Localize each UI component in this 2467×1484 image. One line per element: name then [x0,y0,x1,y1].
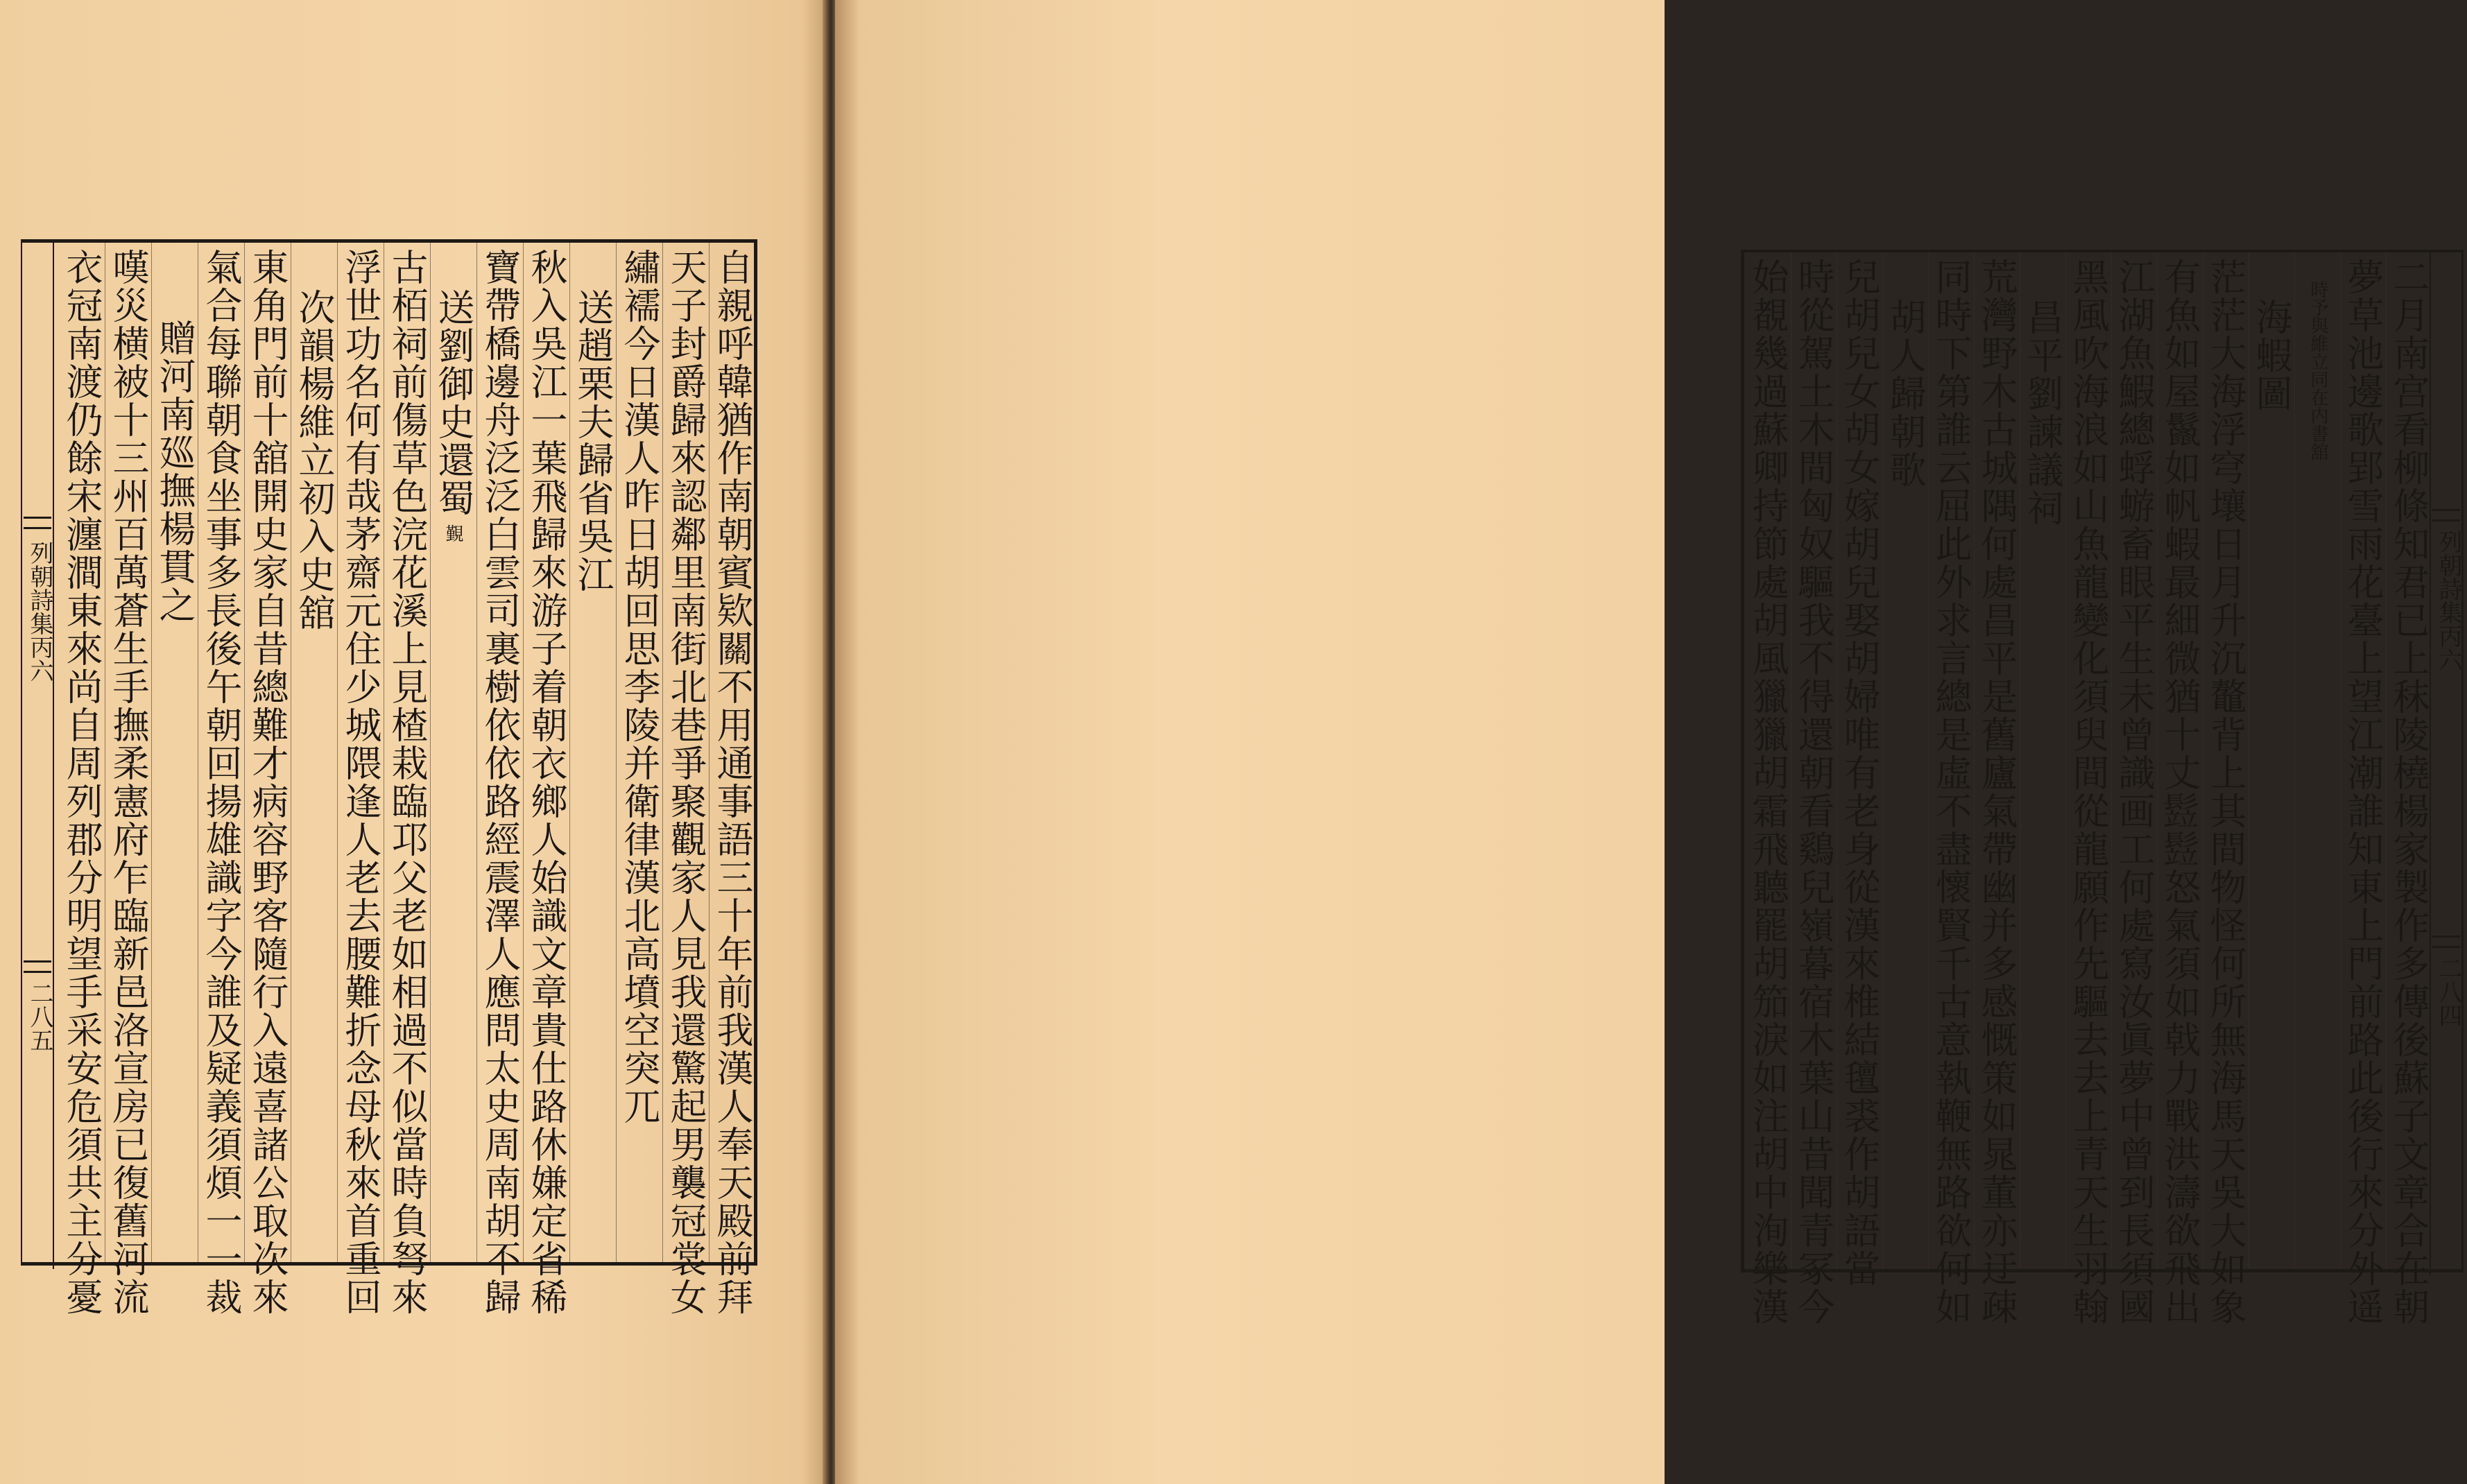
text-column [2020,298,2063,527]
text-column [2249,298,2292,413]
text-column [338,248,381,1316]
column-text: 時予與維立同在内書舘 [2307,280,2328,460]
column-text: 氣合每聯朝食坐事多長後午朝回揚雄識字今誰及疑義須煩一一裁 [200,248,242,1316]
text-column [1975,258,2018,1326]
text-column [385,248,428,1316]
text-column [1929,258,1972,1326]
column-text: 繡襦今日漢人昨日胡回思李陵并衛律漢北高墳空突兀 [618,248,660,1125]
text-column [524,248,567,1316]
text-column [664,248,707,1316]
right-spine-folio: 二八四 [2434,956,2462,1027]
column-rule [337,243,338,1262]
column-text: 海蝦圖 [2250,298,2292,413]
column-rule [2294,252,2295,1269]
text-column [60,248,103,1316]
column-note: 覲 [442,524,463,542]
column-text: 茫茫大海浮穹壤日月升沉鼇背上其間物怪何所無海馬天吳大如象 [2204,258,2246,1326]
text-column [292,288,335,632]
column-rule [616,243,617,1262]
text-column [431,288,474,542]
column-text: 秋入吳江一葉飛歸來游子着朝衣鄉人始識文章貴仕路休嫌定省稀 [525,248,567,1316]
left-spine-title: 列朝詩集丙六 [26,541,53,682]
fish-tail-mark-icon [2432,509,2460,521]
column-text: 時從駕土木間匈奴驅我不得還朝看鷄兒嶺暮宿木葉山昔聞青冢今 [1792,258,1834,1326]
right-page [835,0,2462,1484]
column-rule [430,243,431,1262]
column-text: 兒胡兒女胡女嫁胡兒娶胡婦唯有老身從漢來椎結氊裘作胡語當 [1838,258,1880,1288]
column-rule [569,243,570,1262]
text-column [2341,258,2384,1326]
text-column [2112,258,2155,1326]
text-column [2307,280,2328,460]
column-rule [2340,252,2341,1269]
column-text: 胡人歸朝歌 [1884,298,1926,489]
column-text: 夢草池邊歌郢雪雨花臺上望江潮誰知東上門前路此後行來分外遥 [2341,258,2384,1326]
column-text: 東角門前十舘開史家自昔總難才病容野客隨行入遠喜諸公取次來 [246,248,289,1316]
text-column [153,319,196,624]
column-text: 寶帶橋邊舟泛泛白雲司裏樹依依路經震澤人應問太史周南胡不歸 [479,248,521,1316]
column-rule [476,243,477,1262]
text-column [1883,298,1926,489]
text-column [571,288,614,594]
text-column [2203,258,2246,1326]
column-rule [2386,252,2387,1269]
text-column [617,248,660,1125]
text-column [1746,258,1789,1326]
column-text: 送劉御史還蜀 [432,288,474,517]
column-rule [151,243,152,1262]
text-column [2387,258,2430,1326]
column-rule [244,243,245,1262]
column-text: 天子封爵歸來認鄰里南街北巷爭聚觀家人見我還驚起男襲冠裳女 [664,248,707,1316]
column-text: 江湖魚鰕總蜉蝣畜眼平生未曾識画工何處寫汝眞夢中曾到長須國 [2113,258,2155,1326]
column-rule [2157,252,2158,1269]
column-text: 昌平劉諫議祠 [2021,298,2063,527]
column-text: 始覩幾過蘇卿持節處胡風獵獵胡霜飛聽罷胡笳淚如注胡中洵樂漢 [1746,258,1789,1326]
column-rule [523,243,524,1262]
left-page [0,0,827,1484]
column-rule [2065,252,2066,1269]
text-column [478,248,521,1316]
left-spine-folio: 二八五 [26,981,53,1052]
left-page-margin-spine [22,243,54,1269]
column-text: 黑風吹海浪如山魚龍變化須臾間從龍願作先驅去去上青天生羽翰 [2067,258,2109,1326]
column-rule [1928,252,1929,1269]
text-column [2158,258,2201,1326]
right-text-block [1744,252,2467,1326]
fish-tail-mark-icon [24,517,51,529]
text-column [106,248,149,1316]
column-rule [662,243,663,1262]
right-page-margin-spine [2430,252,2461,1275]
fish-tail-mark-icon [2432,935,2460,948]
column-text: 二月南宫看柳條知君已上秣陵橈楊家製作多傳後蘇子文章合在朝 [2387,258,2430,1326]
column-text: 自親呼韓猶作南朝賓欵關不用通事語三十年前我漢人奉天殿前拜 [711,248,753,1316]
fish-tail-mark-icon [24,960,51,973]
text-column [199,248,242,1316]
column-text: 荒灣野木古城隅何處昌平是舊廬氣帶幽并多感慨策如晁董亦迂疎 [1975,258,2018,1326]
column-text: 有魚如屋鬣如帆蝦最細微猶十丈𩮗𩮗怒氣須如戟力戰洪濤欲飛出 [2158,258,2201,1326]
column-text: 同時下第誰云屈此外求言總是虛不盡懷賢千古意執鞭無路欲何如 [1929,258,1972,1326]
left-text-block [22,243,759,1316]
column-text: 古栢祠前傷草色浣花溪上見楂栽臨邛父老如相過不似當時負弩來 [386,248,428,1316]
text-column [1791,258,1834,1326]
text-column [710,248,753,1316]
right-spine-title: 列朝詩集丙六 [2434,530,2462,671]
column-text: 送趙栗夫歸省吳江 [571,288,614,594]
column-text: 嘆災横被十三州百萬蒼生手撫柔憲府乍臨新邑洛宣房已復舊河流 [107,248,149,1316]
column-text: 贈河南廵撫楊貫之 [153,319,196,624]
right-page-frame [1741,250,2464,1326]
column-rule [709,243,710,1262]
column-text: 浮世功名何有哉茅齋元住少城隈逢人老去腰難折念母秋來首重回 [339,248,381,1316]
column-rule [1882,252,1883,1269]
text-column [1837,258,1880,1288]
text-column [246,248,289,1316]
column-text: 衣冠南渡仍餘宋瀍澗東來尚自周列郡分明望手采安危須共主分憂 [60,248,103,1316]
column-text: 次韻楊維立初入史舘 [293,288,335,632]
column-rule [2111,252,2112,1269]
left-page-frame [21,239,757,1316]
text-column [2066,258,2109,1326]
column-rule [1974,252,1975,1269]
